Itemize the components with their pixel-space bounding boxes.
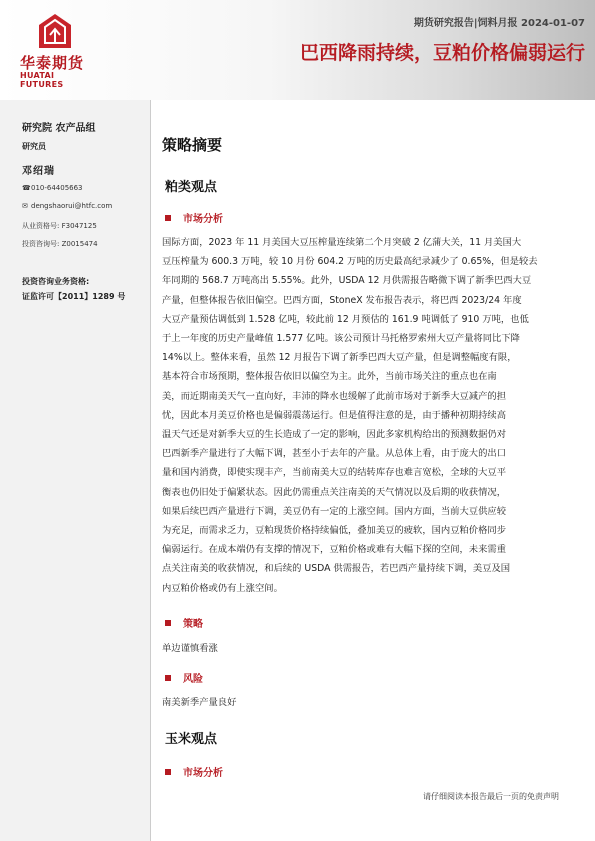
strategy-subheading [165, 615, 203, 630]
email-icon: ✉ [22, 202, 28, 210]
paragraph-line: 基本符合市场预期，整体报告依旧以偏空为主。此外，当前市场关注的重点也在南 [162, 371, 497, 383]
report-header [0, 0, 595, 100]
strategy-text: 单边谨慎看涨 [162, 643, 218, 654]
phone-number: 010-64405663 [31, 184, 83, 192]
phone-icon: ☎ [22, 184, 31, 192]
corn-market-analysis-label: 市场分析 [183, 768, 223, 779]
paragraph-line: 量和国内消费，即使实现丰产，当前南美大豆的结转库存也难言宽松，全球的大豆平 [162, 467, 506, 479]
paragraph-line: 温天气还是对新季大豆的生长造成了一定的影响，因此多家机构给出的预测数据仍对 [162, 429, 506, 440]
market-analysis-subheading [165, 210, 223, 225]
paragraph-line: 衡表也仍旧处于偏紧状态。因此仍需重点关注南美的天气情况以及后期的收获情况， [162, 486, 506, 498]
paragraph-line: 偏弱运行。在成本端仍有支撑的情况下，豆粕价格或难有大幅下探的空间，未来需重 [162, 544, 506, 556]
analyst-role: 研究员 [22, 142, 46, 151]
paragraph-line: 国际方面，2023 年 11 月美国大豆压榨量连续第二个月突破 2 亿蒲大关，11 月美国大 [162, 237, 522, 248]
paragraph-line: 点关注南美的收获情况，和后续的 USDA 供需报告，若巴西产量持续下调，美豆及国 [162, 563, 511, 575]
paragraph-line: 忧，因此本月美豆价格也是偏弱震荡运行。但是值得注意的是，由于播种初期持续高 [162, 409, 506, 421]
paragraph-line: 14%以上。整体来看，虽然 12 月报告下调了新季巴西大豆产量，但是调整幅度有限， [162, 352, 517, 364]
logo-chinese-name: 华泰期货 [20, 54, 85, 72]
huatai-logo-icon [38, 13, 72, 49]
analyst-email[interactable] [22, 202, 112, 210]
bullet-square-icon [165, 769, 171, 775]
bullet-square-icon [165, 675, 171, 681]
risk-subheading [165, 670, 203, 685]
strategy-summary-heading: 策略摘要 [162, 136, 223, 154]
bullet-square-icon [165, 215, 171, 221]
consulting-qualification-title: 投资咨询业务资格: [22, 277, 90, 286]
analyst-phone [22, 184, 83, 192]
paragraph-line: 如果后续巴西产量进行下调，美豆仍有一定的上涨空间。国内方面，当前大豆供应较 [162, 505, 506, 517]
meal-view-heading: 粕类观点 [165, 180, 218, 195]
corn-market-analysis-subheading [165, 764, 223, 779]
risk-text: 南美新季产量良好 [162, 697, 237, 708]
paragraph-line: 产量，但整体报告依旧偏空。巴西方面，StoneX 发布报告表示，将巴西 2023/24 年度 [162, 294, 522, 306]
paragraph-line: 美，而近期南美天气一直向好，丰沛的降水也缓解了此前市场对于新季大豆减产的担 [162, 390, 506, 402]
paragraph-line: 豆压榨量为 600.3 万吨，较 10 月份 604.2 万吨的历史最高纪录减少了 0.65%，但是较去 [162, 256, 538, 268]
paragraph-line: 为充足，而需求乏力，豆粕现货价格持续偏低，叠加美豆的疲软，国内豆粕价格同步 [162, 525, 506, 536]
market-analysis-label: 市场分析 [183, 214, 223, 225]
analyst-sidebar [0, 100, 151, 841]
strategy-label: 策略 [183, 619, 203, 630]
consulting-license-number: 证监许可【2011】1289 号 [22, 292, 126, 301]
paragraph-line: 内豆粕价格或仍有上涨空间。 [162, 582, 283, 594]
corn-view-heading: 玉米观点 [165, 732, 218, 747]
disclaimer-note: 请仔细阅读本报告最后一页的免责声明 [423, 792, 559, 801]
paragraph-line: 大豆产量预估调低到 1.528 亿吨，较此前 12 月预估的 161.9 吨调低了 910 万吨，也低 [162, 313, 529, 325]
research-department: 研究院 农产品组 [22, 123, 96, 134]
risk-label: 风险 [183, 674, 203, 685]
paragraph-line: 于上一年度的历史产量峰值 1.577 亿吨。该公司预计马托格罗索州大豆产量将同比下降 [162, 333, 520, 344]
bullet-square-icon [165, 620, 171, 626]
paragraph-line: 年同期的 568.7 万吨高出 5.55%。此外，USDA 12 月供需报告略微下调了新季巴西大豆 [162, 275, 532, 287]
analyst-name: 邓绍瑞 [22, 166, 55, 177]
qualification-number: 从业资格号: F3047125 [22, 222, 97, 230]
email-address[interactable]: dengshaorui@htfc.com [31, 202, 113, 210]
paragraph-line: 巴西新季产量进行了大幅下调，甚至小于去年的产量。从总体上看，由于庞大的出口 [162, 448, 506, 460]
report-category-date: 期货研究报告|饲料月报 2024-01-07 [413, 18, 585, 29]
investment-consulting-number: 投资咨询号: Z0015474 [22, 240, 98, 248]
report-title: 巴西降雨持续，豆粕价格偏弱运行 [299, 42, 585, 64]
logo-english-name: HUATAI FUTURES [20, 71, 64, 89]
